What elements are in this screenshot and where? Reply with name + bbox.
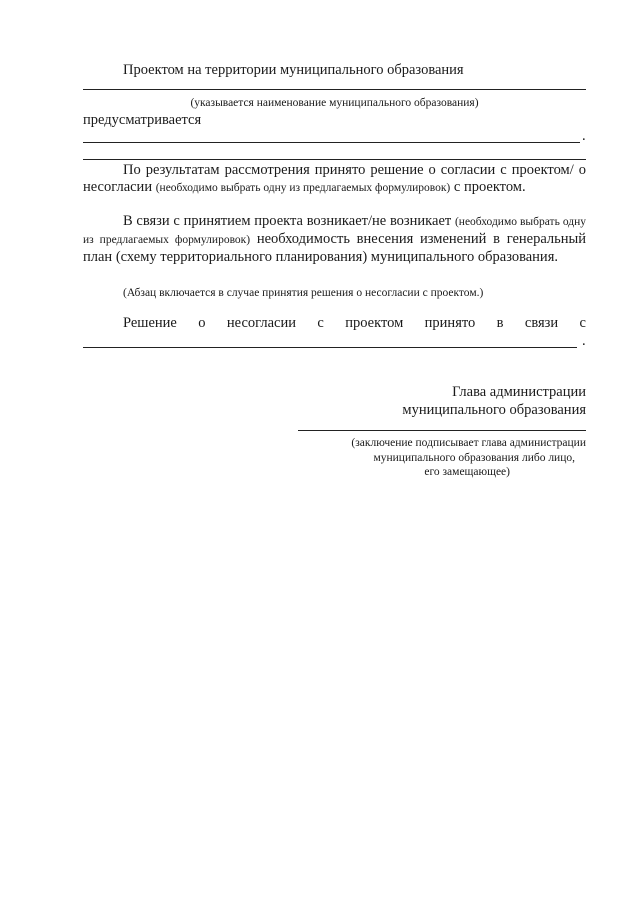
signature-note-3: его замещающее) bbox=[424, 466, 510, 478]
intro-text: Проектом на территории муниципального образования bbox=[123, 62, 464, 78]
provides-period: . bbox=[582, 128, 586, 144]
decision-tail: с проектом. bbox=[453, 179, 526, 195]
changes-note: (Абзац включается в случае принятия решения о несогласии с проектом.) bbox=[123, 287, 484, 299]
signature-title-1: Глава администрации bbox=[452, 384, 586, 400]
signature-line bbox=[298, 430, 586, 431]
signature-note-1: (заключение подписывает глава администрации bbox=[351, 437, 586, 449]
changes-text-b: необходимость внесения изменений в генеральный план (схему территориального планирования) муниципального образования. bbox=[83, 231, 587, 265]
provides-blank-line-1 bbox=[83, 142, 580, 143]
decision-text: По результатам рассмотрения принято решение о согласии с проектом/ о несогласии bbox=[83, 162, 586, 195]
reason-period: . bbox=[582, 333, 586, 349]
changes-text-a: В связи с принятием проекта возникает/не возникает bbox=[123, 213, 452, 229]
signature-title-2: муниципального образования bbox=[402, 402, 586, 418]
signature-note-2: муниципального образования либо лицо, bbox=[373, 452, 575, 464]
decision-paragraph bbox=[83, 162, 586, 197]
municipality-hint: (указывается наименование муниципального образования) bbox=[190, 97, 479, 109]
municipality-blank-line bbox=[83, 89, 586, 90]
provides-blank-line-2 bbox=[83, 159, 586, 160]
provides-text: предусматривается bbox=[83, 112, 202, 128]
changes-hint: (необходимо выбрать одну из предлагаемых формулировок) bbox=[83, 216, 586, 246]
changes-paragraph bbox=[83, 213, 586, 266]
reason-blank-line bbox=[83, 347, 577, 348]
reason-text: Решение о несогласии с проектом принято в связи с bbox=[123, 315, 586, 331]
decision-hint: (необходимо выбрать одну из предлагаемых формулировок) bbox=[155, 182, 451, 194]
